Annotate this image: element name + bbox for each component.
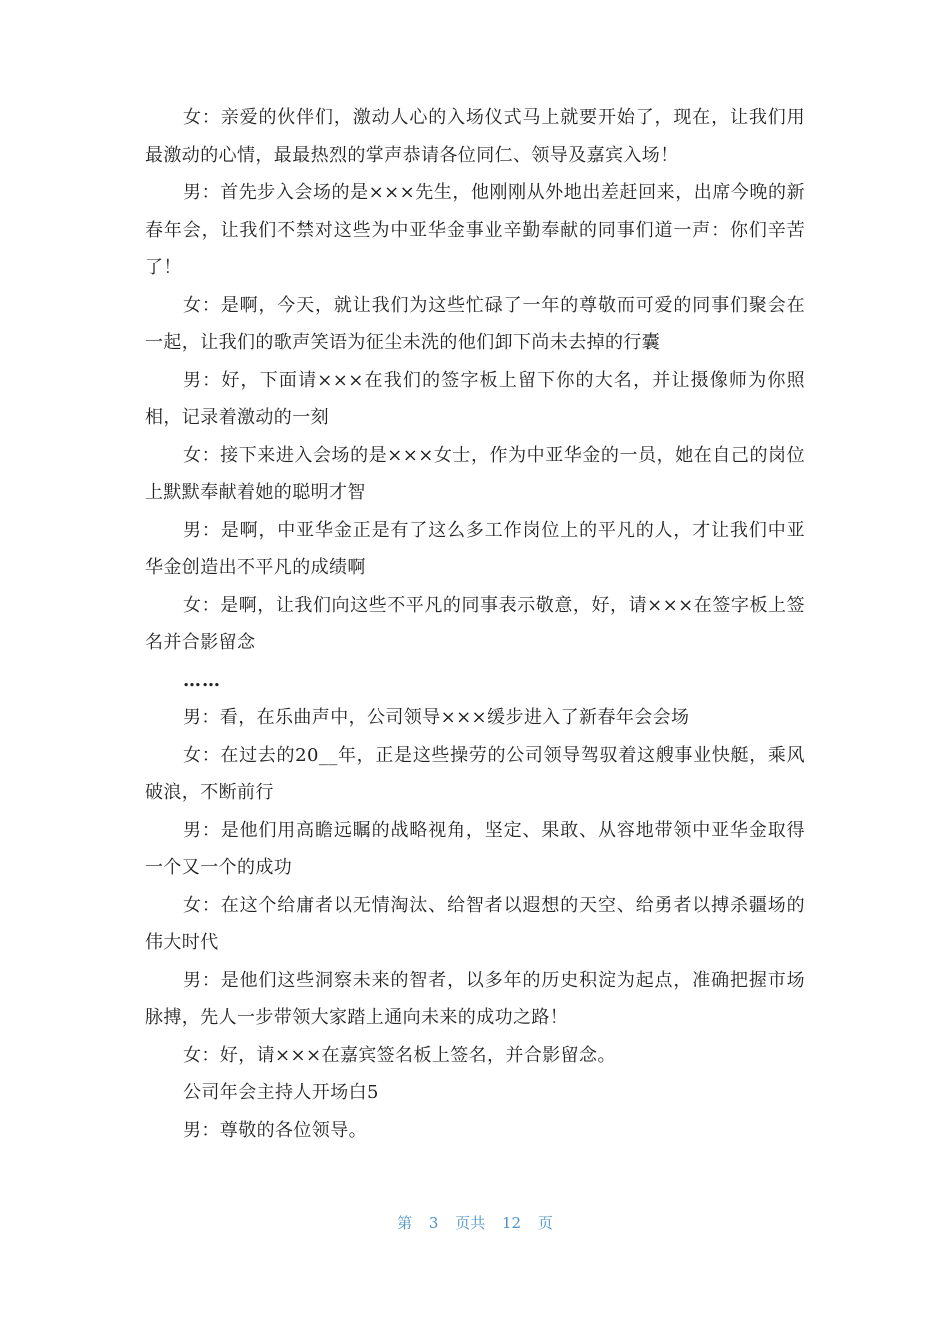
paragraph: 男：是他们用高瞻远瞩的战略视角，坚定、果敢、从容地带领中亚华金取得一个又一个的成功: [145, 819, 805, 878]
total-page-count: 12: [502, 1214, 522, 1232]
paragraph: 女：在过去的20__年，正是这些操劳的公司领导驾驭着这艘事业快艇，乘风破浪，不断前行: [145, 744, 805, 803]
footer-middle: 页共: [455, 1214, 486, 1232]
paragraph: 男：尊敬的各位领导。: [183, 1119, 367, 1141]
footer-suffix: 页: [537, 1214, 553, 1232]
document-body: [145, 99, 805, 1149]
paragraph: 女：接下来进入会场的是×××女士，作为中亚华金的一员，她在自己的岗位上默默奉献着她的聪明才智: [145, 444, 805, 503]
paragraph: 女：是啊，今天，就让我们为这些忙碌了一年的尊敬而可爱的同事们聚会在一起，让我们的歌声笑语为征尘未洗的他们卸下尚未去掉的行囊: [145, 294, 805, 353]
paragraph: 女：在这个给庸者以无情淘汰、给智者以遐想的天空、给勇者以搏杀疆场的伟大时代: [145, 894, 805, 953]
ellipsis-paragraph: ……: [183, 669, 221, 691]
current-page-number: 3: [428, 1214, 439, 1232]
paragraph: 男：看，在乐曲声中，公司领导×××缓步进入了新春年会会场: [183, 707, 690, 728]
paragraph: 男：是他们这些洞察未来的智者，以多年的历史积淀为起点，准确把握市场脉搏，先人一步带领大家踏上通向未来的成功之路！: [145, 969, 805, 1028]
footer-prefix: 第: [397, 1214, 413, 1232]
paragraph: 女：好，请×××在嘉宾签名板上签名，并合影留念。: [183, 1044, 616, 1066]
paragraph: 女：亲爱的伙伴们，激动人心的入场仪式马上就要开始了，现在，让我们用最激动的心情，最最热烈的掌声恭请各位同仁、领导及嘉宾入场！: [145, 107, 805, 166]
paragraph: 女：是啊，让我们向这些不平凡的同事表示敬意，好，请×××在签字板上签名并合影留念: [145, 594, 805, 653]
page-footer: [0, 1212, 950, 1233]
paragraph: 男：首先步入会场的是×××先生，他刚刚从外地出差赶回来，出席今晚的新春年会，让我们不禁对这些为中亚华金事业辛勤奉献的同事们道一声：你们辛苦了！: [145, 182, 805, 278]
paragraph: 男：好，下面请×××在我们的签字板上留下你的大名，并让摄像师为你照相，记录着激动的一刻: [145, 369, 805, 428]
paragraph: 男：是啊，中亚华金正是有了这么多工作岗位上的平凡的人，才让我们中亚华金创造出不平凡的成绩啊: [145, 519, 805, 578]
section-heading: 公司年会主持人开场白5: [183, 1082, 379, 1103]
